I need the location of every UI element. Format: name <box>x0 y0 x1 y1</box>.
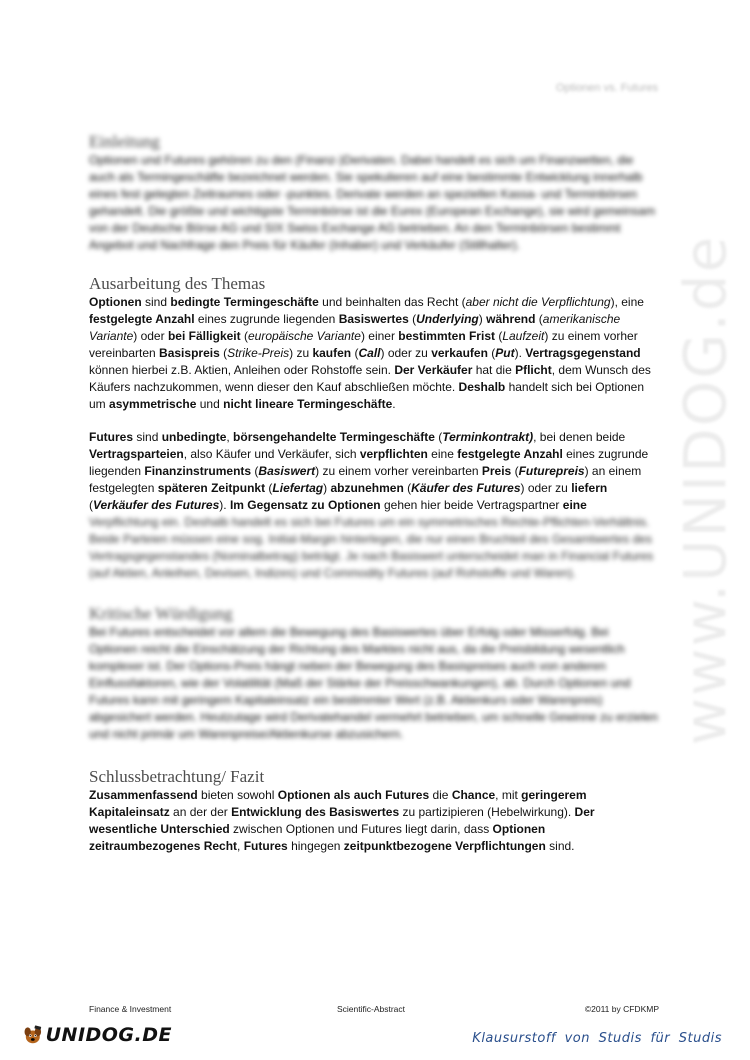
text-run: Put <box>495 346 515 360</box>
text-run: ) <box>478 312 487 326</box>
text-run: Vertragsgegenstand <box>525 346 641 360</box>
text-run: eines zugrunde liegenden <box>194 312 339 326</box>
document-body <box>89 132 659 869</box>
text-run: bei Fälligkeit <box>167 329 241 343</box>
text-run: liefern <box>571 481 608 495</box>
text-run: börsengehandelte Termingeschäfte <box>233 430 435 444</box>
text-run: ( <box>494 329 503 343</box>
section-heading-intro: Einleitung <box>89 132 160 151</box>
text-run: , mit <box>495 788 522 802</box>
text-run: kaufen <box>312 346 352 360</box>
text-run: ) einer <box>360 329 399 343</box>
text-run: Futurepreis <box>518 464 585 478</box>
text-run: unbedingte <box>161 430 227 444</box>
topic-paragraph-futures <box>89 429 659 514</box>
text-run: . <box>392 397 396 411</box>
text-run: Futures <box>243 839 288 853</box>
text-run: während <box>486 312 536 326</box>
text-run: Laufzeit <box>502 329 545 343</box>
text-run: Call <box>358 346 381 360</box>
text-run: Der wesentliche Unterschied <box>89 805 595 836</box>
text-run: Terminkontrakt) <box>442 430 534 444</box>
text-run: ( <box>251 464 259 478</box>
text-run: späteren Zeitpunkt <box>157 481 266 495</box>
text-run: ( <box>434 430 443 444</box>
text-run: hat die <box>472 363 516 377</box>
text-run: verpflichten <box>359 447 428 461</box>
text-run: Basiswert <box>258 464 316 478</box>
text-run: Im Gegensatz zu Optionen <box>229 498 381 512</box>
watermark-text: www.UNIDOG.de <box>671 234 739 746</box>
text-run: ) an einem festgelegten <box>89 464 642 495</box>
text-run: Optionen <box>89 295 142 309</box>
section-intro <box>89 132 659 254</box>
text-run: ) oder zu <box>380 346 432 360</box>
text-run: die <box>429 788 452 802</box>
footer-center: Scientific-Abstract <box>337 1004 406 1014</box>
text-run: ( <box>487 346 496 360</box>
text-run: bestimmten Frist <box>398 329 495 343</box>
text-run: Finanzinstruments <box>144 464 252 478</box>
text-run: bedingte <box>170 295 221 309</box>
text-run: Futures <box>89 430 134 444</box>
conclusion-paragraph <box>89 787 659 855</box>
text-run: ) oder zu <box>520 481 572 495</box>
text-run: zeitpunktbezogene Verpflichtungen <box>343 839 546 853</box>
text-run: aber nicht die Verpflichtung <box>465 295 611 309</box>
text-run: und <box>196 397 224 411</box>
text-run: ( <box>351 346 359 360</box>
text-run: ( <box>265 481 273 495</box>
text-run: festgelegte Anzahl <box>89 312 195 326</box>
text-run: amerikanische Variante <box>89 312 621 343</box>
text-run: ). <box>219 498 230 512</box>
text-run: ) zu einem vorher vereinbarten <box>89 329 638 360</box>
text-run: , also Käufer und Verkäufer, sich <box>183 447 360 461</box>
text-run: geringerem Kapitaleinsatz <box>89 788 587 819</box>
section-topic <box>89 274 659 582</box>
text-run: , dem Wunsch des Käufers nachzukommen, wenn dieser den Kauf abschließen möchte. <box>89 363 651 394</box>
text-run: Basispreis <box>159 346 220 360</box>
text-run: Preis <box>481 464 512 478</box>
text-run: gehen hier beide Vertragspartner <box>380 498 563 512</box>
text-run: sind. <box>545 839 575 853</box>
text-run: Chance <box>451 788 496 802</box>
text-run: handelt sich bei Optionen um <box>89 380 644 411</box>
running-title: Optionen vs. Futures <box>555 82 658 94</box>
text-run: ) oder <box>133 329 168 343</box>
footer-left: Finance & Investment <box>89 1004 172 1014</box>
text-run: eine <box>427 447 458 461</box>
text-run: Zusammenfassend <box>89 788 198 802</box>
text-run: bieten sowohl <box>197 788 278 802</box>
text-run: eines zugrunde liegenden <box>89 447 649 478</box>
tagline: Klausurstoff von Studis für Studis <box>472 1031 722 1046</box>
section-heading-critique: Kritische Würdigung <box>89 604 233 623</box>
text-run: ( <box>403 481 412 495</box>
text-run: ) zu einem vorher vereinbarten <box>315 464 482 478</box>
section-conclusion <box>89 767 659 855</box>
text-run: Termingeschäfte <box>223 295 319 309</box>
text-run: Basiswertes <box>338 312 409 326</box>
text-run: ( <box>535 312 543 326</box>
text-run: Optionen zeitraumbezogenes Recht <box>89 822 546 853</box>
text-run: ( <box>89 498 93 512</box>
text-run: Der Verkäufer <box>394 363 473 377</box>
text-run: Optionen als auch Futures <box>277 788 430 802</box>
text-run: ) zu <box>289 346 313 360</box>
text-run: Strike-Preis <box>227 346 290 360</box>
text-run: europäische Variante <box>247 329 361 343</box>
text-run: ( <box>408 312 417 326</box>
section-heading-conclusion: Schlussbetrachtung/ Fazit <box>89 767 265 786</box>
section-heading-topic: Ausarbeitung des Themas <box>89 274 266 293</box>
text-run: festgelegte Anzahl <box>457 447 563 461</box>
text-run: an der der <box>169 805 232 819</box>
text-run: , <box>237 839 244 853</box>
logo-text: UNIDOG.DE <box>45 1024 172 1046</box>
text-run: Käufer des Futures <box>411 481 521 495</box>
unidog-logo <box>22 1016 172 1054</box>
text-run: ( <box>511 464 519 478</box>
text-run: Pflicht <box>515 363 552 377</box>
text-run: Entwicklung des Basiswertes <box>231 805 400 819</box>
text-run: nicht lineare Termingeschäfte <box>223 397 393 411</box>
text-run: und beinhalten das Recht ( <box>318 295 466 309</box>
text-run: ). <box>514 346 526 360</box>
text-run: ( <box>219 346 228 360</box>
text-run: sind <box>141 295 171 309</box>
intro-paragraph: Optionen und Futures gehören zu den (Finanz-)Derivaten. Dabei handelt es sich um Finanzwetten, die auch als Termingeschäfte bezeichnet werden. Sie spekulieren auf eine bestimmte Entwicklung innerhalb eines fest gelegten Zeitraumes oder -punktes. Derivate werden an speziellen Kassa- und Terminbörsen gehandelt. Die größte und wichtigste Terminbörse ist die Eurex (European Exchange), sie wird gemeinsam von der Deutsche Börse AG und SIX Swiss Exchange AG betrieben. An den Terminbörsen bestimmt Angebot und Nachfrage den Preis für Käufer (Inhaber) und Verkäufer (Stillhalter). <box>89 153 656 252</box>
text-run: Underlying <box>416 312 479 326</box>
text-run: asymmetrische <box>109 397 197 411</box>
topic-paragraph-options <box>89 294 659 413</box>
text-run: hingegen <box>287 839 344 853</box>
section-critique <box>89 604 659 743</box>
text-run: abzunehmen <box>330 481 404 495</box>
critique-paragraph: Bei Futures entscheidet vor allem die Bewegung des Basiswertes über Erfolg oder Misserfolg. Bei Optionen reicht die Einschätzung der Richtung des Marktes nicht aus, da die Preisbildung wesentlich komplexer ist. Der Options-Preis hängt neben der Bewegung des Basispreises auch von anderen Einflussfaktoren, wie der Volatilität (Maß der Stärke der Preisschwankungen), ab. Durch Optionen und Futures kann mit geringem Kapitaleinsatz ein bestimmter Wert (z.B. Aktienkurs oder Warenpreis) abgesichert werden. Heutzutage wird Derivatehandel vermehrt betrieben, um schnelle Gewinne zu erzielen und nicht primär um Warenpreise/Aktienkurse abzusichern. <box>89 625 658 741</box>
text-run: verkaufen <box>431 346 488 360</box>
topic-paragraph-futures-blurred: Verpflichtung ein. Deshalb handelt es sich bei Futures um ein symmetrisches Rechte-Pflichten-Verhältnis. Beide Parteien müssen eine sog. Initial-Margin hinterlegen, die nur einen Bruchteil des Gesamtwertes des Vertragsgegenstandes (Nominalbetrag) beträgt. Je nach Basiswert unterscheidet man in Financial Futures (auf Aktien, Anleihen, Devisen, Indizes) und Commodity Futures (auf Rohstoffe und Waren). <box>89 515 654 580</box>
dog-icon <box>22 1018 44 1052</box>
text-run: eine <box>562 498 587 512</box>
text-run: Deshalb <box>458 380 506 394</box>
text-run: zwischen Optionen und Futures liegt darin, dass <box>229 822 493 836</box>
text-run: ), eine <box>610 295 644 309</box>
text-run: ( <box>240 329 248 343</box>
text-run: , <box>226 430 234 444</box>
text-run: können hierbei z.B. Aktien, Anleihen oder Rohstoffe sein. <box>89 363 395 377</box>
text-run: Verkäufer des Futures <box>93 498 220 512</box>
text-run: , bei denen beide <box>533 430 626 444</box>
text-run: Vertragsparteien <box>89 447 184 461</box>
footer-right: ©2011 by CFDKMP <box>584 1004 659 1014</box>
text-run: zu partizipieren (Hebelwirkung). <box>399 805 575 819</box>
text-run: ) <box>323 481 331 495</box>
text-run: Liefertag <box>272 481 324 495</box>
text-run: sind <box>133 430 162 444</box>
